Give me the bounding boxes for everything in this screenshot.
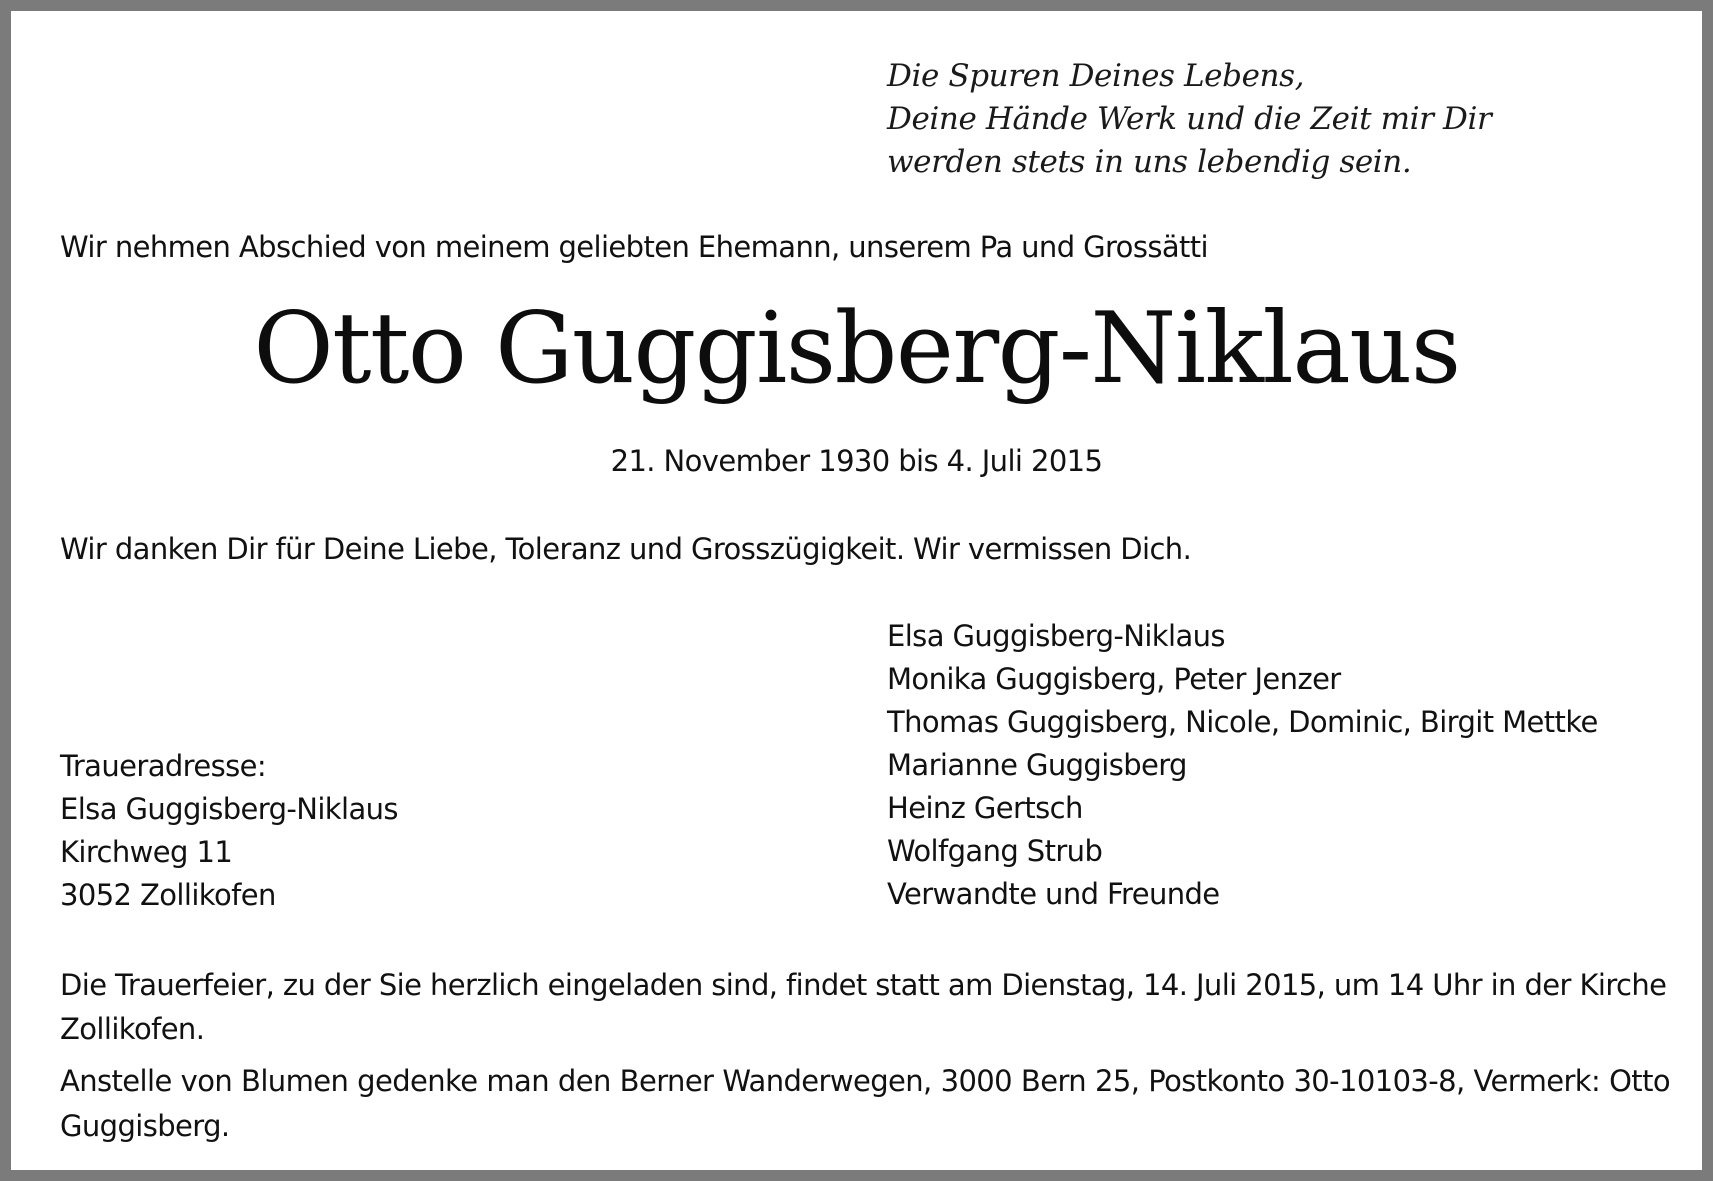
mourner-entry: Monika Guggisberg, Peter Jenzer	[887, 662, 1341, 696]
farewell-intro: Wir nehmen Abschied von meinem geliebten Ehemann, unserem Pa und Grossätti	[60, 230, 1209, 264]
mourner-entry: Heinz Gertsch	[887, 791, 1083, 825]
donation-info: Anstelle von Blumen gedenke man den Berner Wanderwegen, 3000 Bern 25, Postkonto 30-10103-8, Vermerk: Otto Guggisberg.	[60, 1064, 1670, 1143]
ceremony-info: Die Trauerfeier, zu der Sie herzlich eingeladen sind, findet statt am Dienstag, 14. Juli 2015, um 14 Uhr in der Kirche Zollikofen.	[60, 968, 1667, 1046]
address-line: Elsa Guggisberg-Niklaus	[60, 792, 398, 826]
address-line: Kirchweg 11	[60, 835, 233, 869]
mourner-entry: Thomas Guggisberg, Nicole, Dominic, Birgit Mettke	[887, 705, 1598, 739]
motto-line: Die Spuren Deines Lebens,	[887, 58, 1305, 94]
mourner-entry: Elsa Guggisberg-Niklaus	[887, 619, 1225, 653]
address-line: 3052 Zollikofen	[60, 878, 276, 912]
mourner-entry: Wolfgang Strub	[887, 834, 1103, 868]
address-label: Traueradresse:	[60, 749, 267, 783]
mourning-address	[60, 745, 398, 917]
motto-line: werden stets in uns lebendig sein.	[887, 144, 1412, 180]
life-dates: 21. November 1930 bis 4. Juli 2015	[610, 444, 1103, 478]
motto-line: Deine Hände Werk und die Zeit mir Dir	[887, 101, 1492, 137]
mourner-entry: Marianne Guggisberg	[887, 748, 1187, 782]
deceased-name: Otto Guggisberg-Niklaus	[253, 292, 1460, 406]
mourners-list	[887, 615, 1598, 916]
motto-verse	[887, 55, 1491, 184]
mourner-entry: Verwandte und Freunde	[887, 877, 1220, 911]
thanks-text: Wir danken Dir für Deine Liebe, Toleranz und Grosszügigkeit. Wir vermissen Dich.	[60, 532, 1192, 566]
